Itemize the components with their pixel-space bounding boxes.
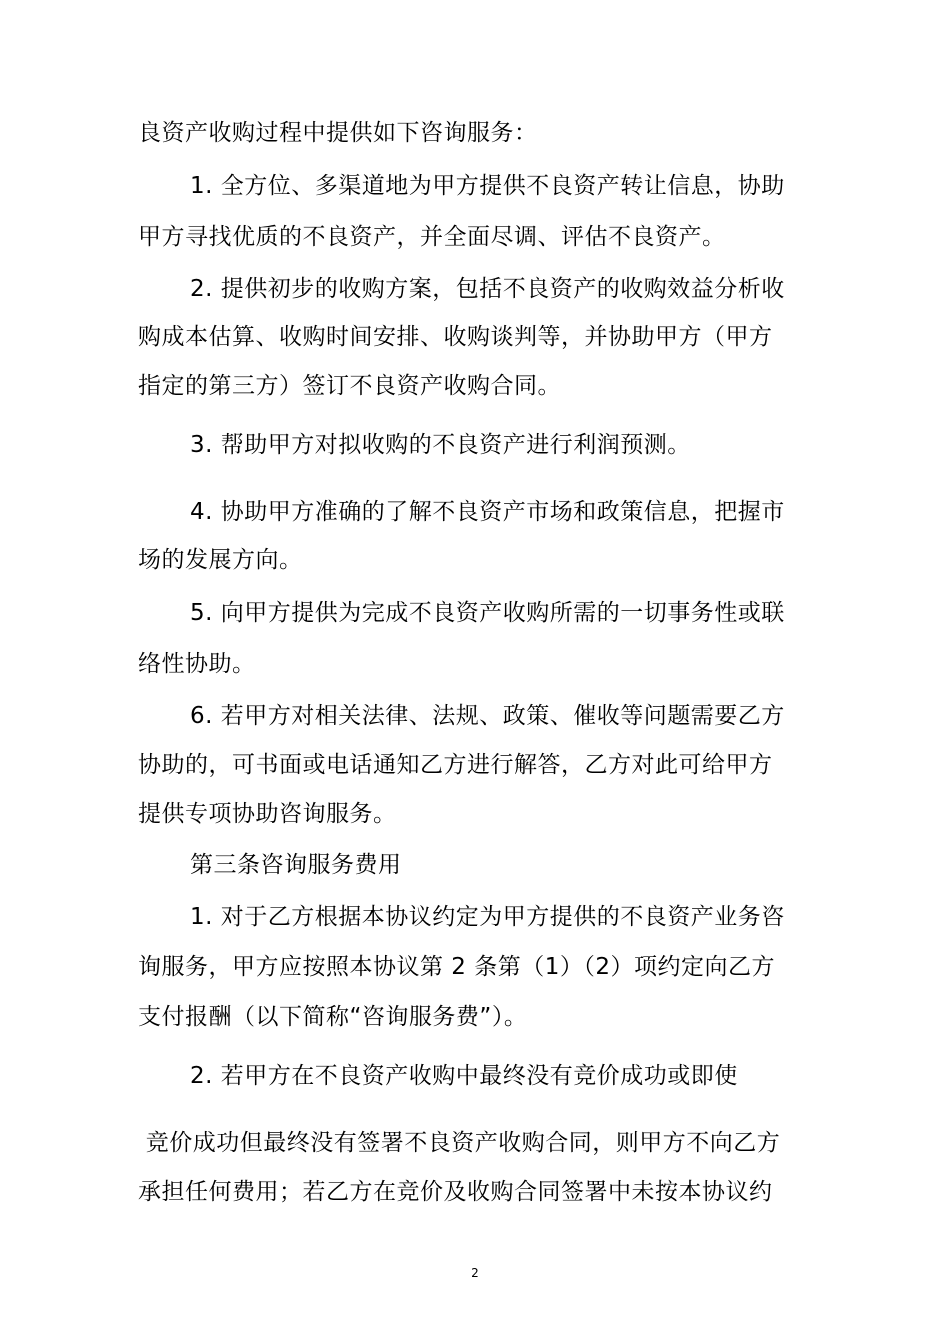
text-line: 场的发展方向。 [138,547,303,573]
text-line: 5. 向甲方提供为完成不良资产收购所需的一切事务性或联 [190,600,785,626]
text-line: 购成本估算、收购时间安排、收购谈判等，并协助甲方（甲方 [138,324,773,350]
text-line: 协助的，可书面或电话通知乙方进行解答，乙方对此可给甲方 [138,752,773,778]
text-line: 指定的第三方）签订不良资产收购合同。 [138,373,561,399]
text-line: 竞价成功但最终没有签署不良资产收购合同，则甲方不向乙方 [138,1130,781,1156]
text-line: 络性协助。 [138,651,256,677]
text-line: 2. 若甲方在不良资产收购中最终没有竞价成功或即使 [190,1063,738,1089]
text-line: 6. 若甲方对相关法律、法规、政策、催收等问题需要乙方 [190,703,785,729]
text-line: 承担任何费用；若乙方在竞价及收购合同签署中未按本协议约 [138,1179,773,1205]
text-line: 询服务，甲方应按照本协议第 2 条第（1）（2）项约定向乙方 [138,954,776,980]
text-line: 3. 帮助甲方对拟收购的不良资产进行利润预测。 [190,432,691,458]
text-line: 1. 对于乙方根据本协议约定为甲方提供的不良资产业务咨 [190,904,785,930]
text-line: 4. 协助甲方准确的了解不良资产市场和政策信息，把握市 [190,499,785,525]
text-line: 1. 全方位、多渠道地为甲方提供不良资产转让信息，协助 [190,173,785,199]
page-number: 2 [471,1266,479,1280]
text-line: 甲方寻找优质的不良资产，并全面尽调、评估不良资产。 [138,224,726,250]
section-heading: 第三条咨询服务费用 [190,852,402,878]
text-line: 良资产收购过程中提供如下咨询服务： [138,120,538,146]
text-line: 支付报酬（以下简称“咨询服务费”）。 [138,1004,528,1030]
text-line: 提供专项协助咨询服务。 [138,801,397,827]
text-line: 2. 提供初步的收购方案，包括不良资产的收购效益分析收 [190,276,785,302]
